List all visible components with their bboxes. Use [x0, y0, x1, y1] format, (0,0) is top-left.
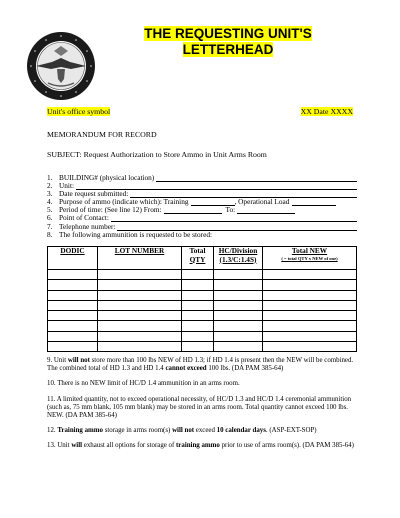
table-row [48, 311, 357, 321]
list-item-telephone: 7. Telephone number: [47, 223, 357, 231]
table-row [48, 280, 357, 290]
note-9: 9. Unit will not store more than 100 lbs NEW of HD 1.3; if HD 1.4 is present then the NEW will be combined. The combined total of HD 1.3 and HD 1.4 cannot exceed 100 lbs. (DA PAM 385-64) [47, 357, 354, 373]
period-to-field[interactable] [237, 206, 295, 214]
header-hc-division: HC/Division (1.3/C:1.4S) [214, 247, 263, 270]
list-item-period: 5. Period of time: (See line 12) From: To: [47, 206, 357, 214]
note-11: 11. A limited quantity, not to exceed operational necessity, of HC/D 1.3 and HC/D 1.4 ceremonial ammunition (such as, 75 mm blank, 105 mm blank) may be stored in an arms room. Total quantity cannot exceed 100 lbs. NEW. (DA PAM 385-64) [47, 395, 352, 420]
header-dodic: DODIC [48, 247, 98, 270]
table-header-row [48, 247, 357, 270]
table-row [48, 270, 357, 280]
list-item-ammunition: 8. The following ammunition is requested to be stored: [47, 229, 213, 239]
letterhead-line-2: LETTERHEAD [182, 42, 274, 57]
header-total-new: Total NEW ( = total QTY x NEW of one) [263, 247, 357, 270]
operational-load-field[interactable] [292, 198, 336, 206]
note-10: 10. There is no NEW limit of HC/D 1.4 ammunition in an arms room. [47, 380, 240, 388]
table-row [48, 321, 357, 331]
table-row [48, 342, 357, 352]
memo-title: MEMORANDUM FOR RECORD [47, 130, 157, 139]
header-total-qty: Total QTY [182, 247, 214, 270]
ammunition-table [47, 246, 357, 352]
department-seal-icon [26, 31, 96, 101]
memo-subject: SUBJECT: Request Authorization to Store Ammo in Unit Arms Room [47, 150, 267, 159]
notes-section [47, 357, 359, 458]
building-field[interactable] [156, 174, 357, 182]
list-item-unit: 2. Unit: [47, 182, 357, 190]
list-item-poc: 6. Point of Contact: [47, 214, 357, 222]
memo-date: XX Date XXXX [300, 107, 353, 116]
list-item-purpose: 4. Purpose of ammo (indicate which): Training , Operational Load [47, 198, 357, 206]
table-row [48, 300, 357, 310]
list-item-building: 1. BUILDING# (physical location) [47, 174, 357, 182]
letterhead-line-1: THE REQUESTING UNIT'S [144, 26, 312, 41]
request-items-list [47, 174, 357, 239]
table-row [48, 290, 357, 300]
note-13: 13. Unit will exhaust all options for storage of training ammo prior to use of arms room(s). (DA PAM 385-64) [47, 442, 354, 450]
list-item-date-submitted: 3. Date request submitted: [47, 190, 357, 198]
period-from-field[interactable] [164, 206, 222, 214]
note-12: 12. Training ammo storage in arms room(s) will not exceed 10 calendar days. (ASP-EXT-SOP) [47, 427, 317, 435]
poc-field[interactable] [111, 214, 357, 222]
letterhead-title [112, 26, 344, 58]
table-row [48, 331, 357, 341]
office-symbol: Unit's office symbol [47, 107, 111, 116]
header-lot-number: LOT NUMBER [98, 247, 182, 270]
